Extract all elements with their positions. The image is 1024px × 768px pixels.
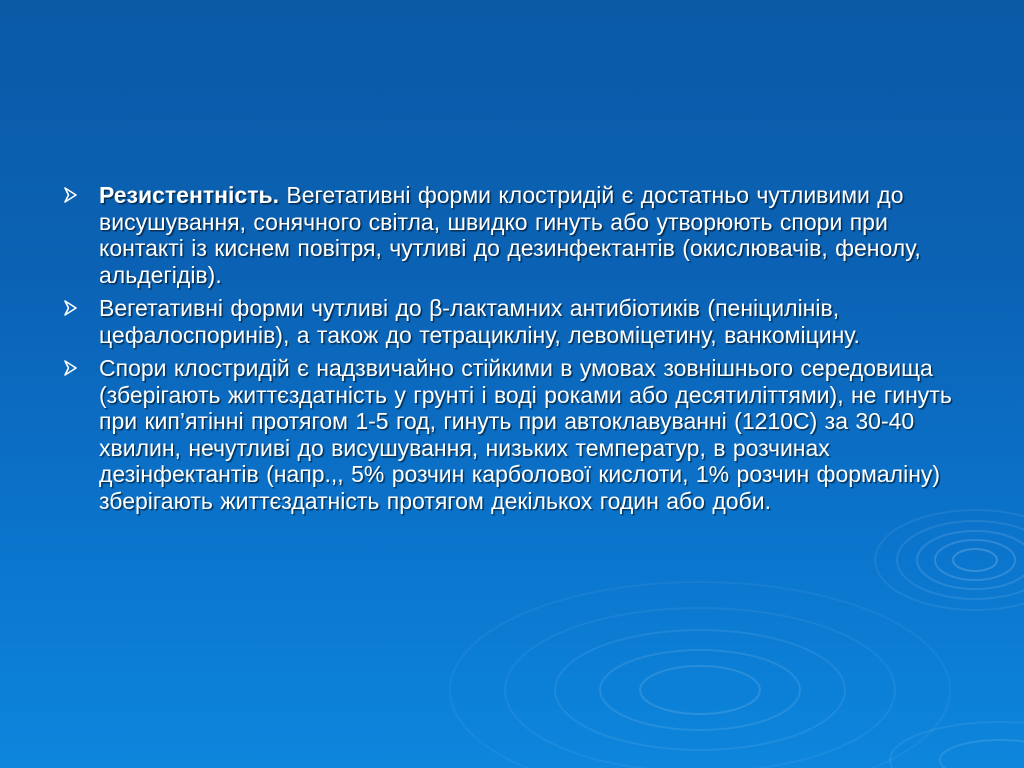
bullet-body: Вегетативні форми клостридій є достатньо чутливими до висушування, сонячного світла, швидко гинуть або утворюють спори при контакті із киснем повітря, чутливі до дезинфектантів (окислювачів, фенолу, альдегідів). (99, 182, 921, 288)
arrow-triangle-icon (62, 360, 78, 376)
bullet-body: Спори клостридій є надзвичайно стійкими в умовах зовнішнього середовища (зберігають життєздатність у грунті і воді роками або десятиліттями), не гинуть при кип’ятінні протягом 1-5 год, гинуть при автоклавуванні (1210С) за 30-40 хвилин, нечутливі до висушування, низьких температур, в розчинах дезінфектантів (напр.,, 5% розчин карболової кислоти, 1% розчин формаліну) зберігають життєздатність протягом декількох годин або доби. (99, 355, 952, 514)
bullet-bold-lead: Резистентність. (99, 182, 280, 208)
bullet-list (62, 182, 967, 521)
bullet-text (99, 355, 967, 514)
list-item (62, 355, 967, 514)
arrow-triangle-icon (62, 300, 78, 316)
bullet-text (99, 295, 967, 348)
bullet-body: Вегетативні форми чутливі до β-лактамних антибіотиків (пеніцилінів, цефалоспоринів), а також до тетрацикліну, левоміцетину, ванкоміцину. (99, 295, 860, 348)
bullet-text (99, 182, 967, 288)
list-item (62, 182, 967, 288)
arrow-triangle-icon (62, 187, 78, 203)
list-item (62, 295, 967, 348)
